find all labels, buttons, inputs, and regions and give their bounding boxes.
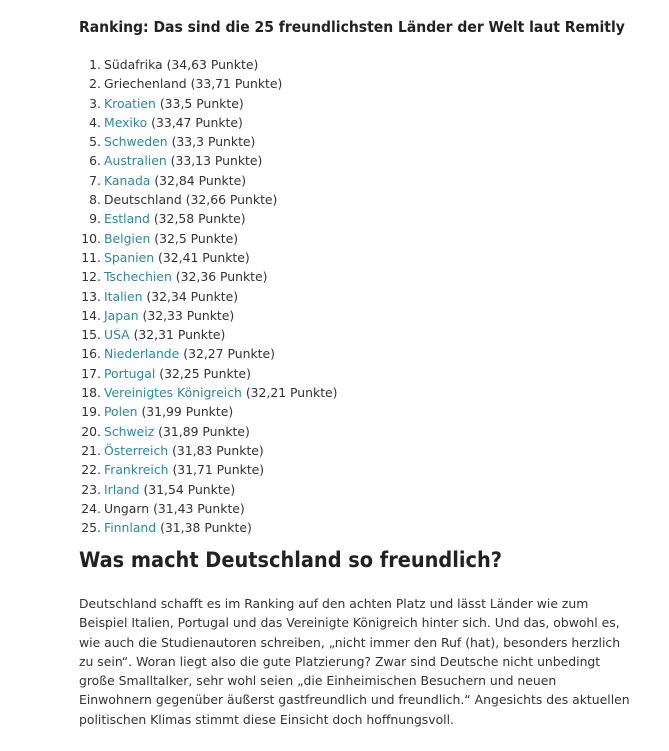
country-name: Ungarn (104, 500, 150, 516)
country-score: (34,63 Punkte) (162, 57, 259, 72)
country-name: Deutschland (104, 192, 182, 208)
country-link[interactable]: Kanada (104, 172, 151, 188)
ranking-list (79, 55, 338, 537)
ranking-list-item (79, 209, 338, 228)
rank-number: 16. (81, 346, 101, 362)
country-score: (32,58 Punkte) (149, 211, 246, 227)
ranking-list-item (79, 518, 338, 537)
country-link[interactable]: Schweiz (104, 423, 155, 439)
ranking-list-item (79, 229, 338, 248)
country-name: Südafrika (104, 57, 163, 72)
rank-number: 6. (89, 153, 101, 169)
country-link[interactable]: Irland (104, 481, 140, 497)
rank-number: 13. (81, 288, 101, 304)
rank-number: 23. (81, 481, 101, 497)
ranking-heading: Ranking: Das sind die 25 freundlichsten Länder der Welt laut Remitly (79, 18, 625, 36)
ranking-list-item (79, 171, 338, 190)
paragraph-line: Einwohnern gegenüber äußerst gastfreundlich und freundlich.“ Angesichts des aktuellen (79, 692, 630, 708)
country-link[interactable]: Österreich (104, 442, 169, 458)
country-score: (32,34 Punkte) (142, 288, 239, 304)
country-score: (31,99 Punkte) (137, 404, 234, 420)
rank-number: 10. (81, 230, 101, 246)
country-link[interactable]: Niederlande (104, 346, 180, 362)
country-score: (32,27 Punkte) (179, 346, 275, 362)
ranking-list-item (79, 190, 338, 209)
country-link[interactable]: Schweden (104, 134, 168, 150)
rank-number: 5. (89, 134, 101, 150)
country-score: (32,36 Punkte) (171, 269, 268, 285)
ranking-list-item (79, 499, 338, 518)
country-score: (33,71 Punkte) (186, 76, 283, 92)
country-score: (32,25 Punkte) (155, 365, 251, 381)
country-score: (31,83 Punkte) (168, 442, 264, 458)
ranking-list-item (79, 55, 338, 74)
rank-number: 17. (81, 365, 101, 381)
country-score: (33,3 Punkte) (167, 134, 256, 150)
ranking-list-item (79, 325, 338, 344)
ranking-list-item (79, 132, 338, 151)
ranking-list-item (79, 267, 338, 286)
country-score: (31,89 Punkte) (154, 423, 250, 439)
ranking-list-item (79, 306, 338, 325)
ranking-list-item (79, 113, 338, 132)
country-score: (32,84 Punkte) (150, 172, 247, 188)
rank-number: 20. (81, 423, 101, 439)
country-score: (32,33 Punkte) (138, 307, 235, 323)
country-score: (31,54 Punkte) (139, 481, 236, 497)
country-link[interactable]: USA (104, 327, 130, 343)
country-link[interactable]: Frankreich (104, 462, 169, 478)
country-link[interactable]: Estland (104, 211, 150, 227)
ranking-list-item (79, 287, 338, 306)
paragraph-line: Deutschland schafft es im Ranking auf den achten Platz und lässt Länder wie zum (79, 596, 589, 611)
paragraph-line: politischen Klimas stimmt diese Einsicht doch hoffnungsvoll. (79, 711, 454, 727)
rank-number: 8. (89, 192, 101, 208)
rank-number: 14. (81, 307, 101, 323)
ranking-list-item (79, 441, 338, 460)
rank-number: 3. (89, 95, 101, 111)
country-link[interactable]: Japan (104, 307, 139, 323)
ranking-list-item (79, 480, 338, 499)
country-link[interactable]: Finnland (104, 520, 157, 536)
ranking-list-item (79, 364, 338, 383)
rank-number: 9. (89, 211, 101, 227)
country-score: (31,38 Punkte) (156, 520, 252, 536)
ranking-list-item (79, 422, 338, 441)
country-score: (31,71 Punkte) (168, 462, 265, 478)
country-link[interactable]: Kroatien (104, 95, 156, 111)
article-paragraph (79, 594, 639, 729)
rank-number: 24. (81, 500, 101, 516)
ranking-list-item (79, 383, 338, 402)
country-score: (32,5 Punkte) (150, 230, 239, 246)
rank-number: 25. (81, 520, 101, 536)
country-score: (33,13 Punkte) (166, 153, 263, 169)
country-link[interactable]: Polen (104, 404, 138, 420)
rank-number: 4. (89, 114, 101, 130)
country-name: Griechenland (104, 76, 187, 92)
country-score: (33,5 Punkte) (155, 95, 244, 111)
country-link[interactable]: Italien (104, 288, 143, 304)
rank-number: 18. (81, 385, 101, 401)
rank-number: 19. (81, 404, 101, 420)
country-link[interactable]: Australien (104, 153, 167, 169)
ranking-list-item (79, 344, 338, 363)
ranking-list-item (79, 151, 338, 170)
country-score: (32,21 Punkte) (241, 385, 338, 401)
rank-number: 22. (81, 462, 101, 478)
country-link[interactable]: Portugal (104, 365, 156, 381)
country-link[interactable]: Belgien (104, 230, 151, 246)
rank-number: 2. (89, 76, 101, 92)
country-link[interactable]: Tschechien (104, 269, 172, 285)
country-score: (31,43 Punkte) (149, 500, 245, 516)
country-link[interactable]: Spanien (104, 249, 155, 265)
rank-number: 15. (81, 327, 101, 343)
ranking-list-item (79, 94, 338, 113)
ranking-list-item (79, 402, 338, 421)
country-score: (32,31 Punkte) (129, 327, 226, 343)
ranking-list-item (79, 248, 338, 267)
paragraph-line: große Smalltalker, sehr wohl seien „die Einheimischen Besuchern und neuen (79, 673, 557, 689)
paragraph-line: Beispiel Italien, Portugal und das Vereinigte Königreich hinter sich. Und das, obwohl es, (79, 615, 620, 631)
rank-number: 7. (89, 172, 101, 188)
rank-number: 1. (89, 57, 101, 72)
country-score: (32,41 Punkte) (154, 249, 250, 265)
rank-number: 21. (81, 442, 101, 458)
rank-number: 12. (81, 269, 101, 285)
ranking-list-item (79, 74, 338, 93)
country-score: (33,47 Punkte) (147, 114, 243, 130)
paragraph-line: zu sein“. Woran liegt also die gute Platzierung? Zwar sind Deutsche nicht unbedingt (79, 653, 601, 669)
rank-number: 11. (81, 249, 101, 265)
country-score: (32,66 Punkte) (181, 192, 278, 208)
ranking-list-item (79, 460, 338, 479)
country-link[interactable]: Vereinigtes Königreich (104, 385, 242, 401)
country-link[interactable]: Mexiko (104, 114, 148, 130)
paragraph-line: wie auch die Studienautoren schreiben, „nicht immer den Ruf (hat), besonders herzlich (79, 634, 621, 650)
section-heading: Was macht Deutschland so freundlich? (79, 548, 502, 573)
